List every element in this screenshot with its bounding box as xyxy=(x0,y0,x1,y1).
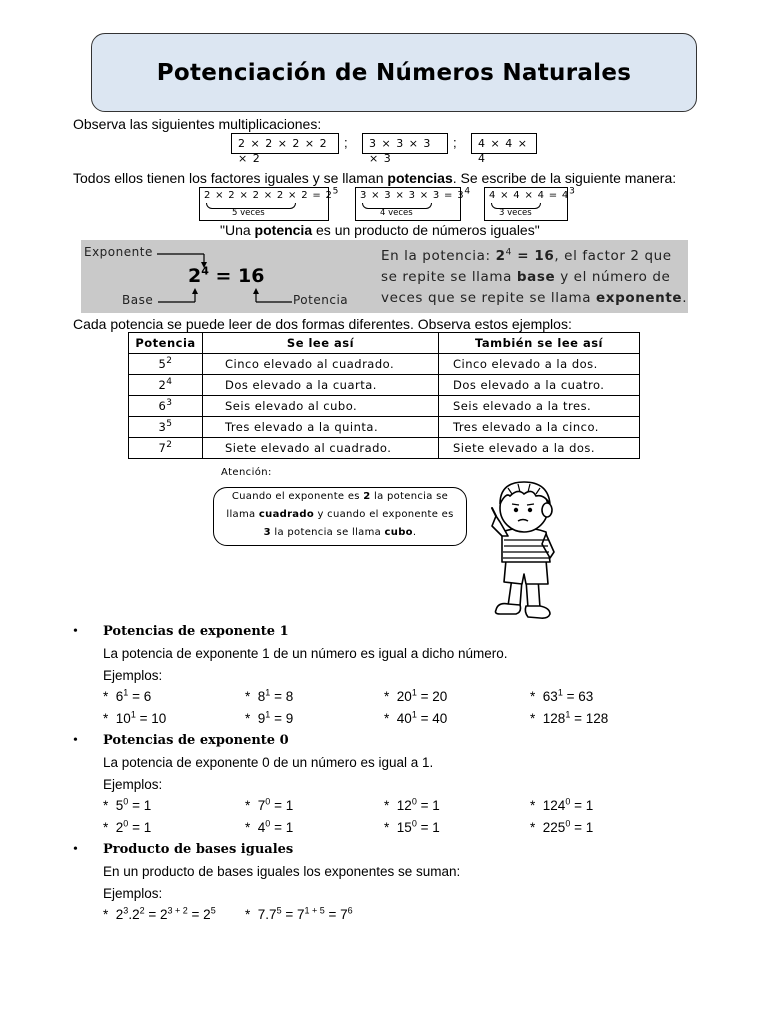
ex-part: 7.7 xyxy=(257,907,277,922)
ex-part: = 2 xyxy=(187,907,211,922)
ex-result: = 1 xyxy=(416,798,440,813)
ex-exp: 0 xyxy=(565,818,571,829)
bubble-l1-pre: Cuando el exponente es xyxy=(231,491,364,502)
explain-l2-post: y el número de xyxy=(555,269,671,285)
ex-exp: 0 xyxy=(411,818,417,829)
ex-exp: 3 xyxy=(123,905,129,916)
formula-1-exp: 5 xyxy=(332,186,340,197)
explain-l3-post: . xyxy=(682,290,688,306)
atencion-label: Atención: xyxy=(221,467,272,478)
explain-line-2 xyxy=(381,267,687,288)
table-header-row xyxy=(129,333,640,354)
bubble-l3-mid: la potencia se llama xyxy=(270,527,385,538)
mult-box-3: 4 × 4 × 4 xyxy=(471,133,537,154)
ex-base: 8 xyxy=(257,689,266,704)
table-cell: Cinco elevado al cuadrado. xyxy=(203,354,439,375)
ex-exp: 0 xyxy=(123,796,129,807)
formula-box-1 xyxy=(199,186,340,221)
bubble-l3-b2: cubo xyxy=(384,527,413,538)
ejemplos-label-3: Ejemplos: xyxy=(103,886,163,901)
explain-l1-exp: 4 xyxy=(505,247,512,258)
explain-l1-post: , el factor 2 que xyxy=(554,248,672,264)
ex-exp: 6 xyxy=(347,905,353,916)
explain-l2-pre: se repite se llama xyxy=(381,269,517,285)
title-box xyxy=(91,33,697,112)
ejemplos-label-2: Ejemplos: xyxy=(103,777,163,792)
ex-exp: 0 xyxy=(123,818,129,829)
bullet-2: • xyxy=(73,733,78,748)
star: * xyxy=(245,689,251,704)
cell-base: 2 xyxy=(158,378,167,392)
ex-exp: 1 xyxy=(557,687,563,698)
bubble-line-3 xyxy=(214,524,466,542)
explain-text xyxy=(381,246,687,309)
ex-result: = 1 xyxy=(128,798,152,813)
bubble-l1-b: 2 xyxy=(363,491,371,502)
ex-result: = 63 xyxy=(562,689,594,704)
bubble-line-2 xyxy=(214,506,466,524)
page-title: Potenciación de Números Naturales xyxy=(156,59,632,86)
table-cell-potencia xyxy=(129,417,203,438)
star: * xyxy=(103,907,109,922)
cell-base: 7 xyxy=(158,441,167,455)
formula-box-2 xyxy=(355,186,471,221)
mult-box-1: 2 × 2 × 2 × 2 × 2 xyxy=(231,133,339,154)
bubble-l2-post: y cuando el exponente es xyxy=(313,509,454,520)
table-row xyxy=(129,375,640,396)
bubble-line-1 xyxy=(214,488,466,506)
quote-pre: "Una xyxy=(220,222,255,238)
ex-part: = 7 xyxy=(281,907,305,922)
example-item xyxy=(384,689,447,704)
mult-box-2: 3 × 3 × 3 × 3 xyxy=(362,133,448,154)
explain-l2-b: base xyxy=(516,269,556,285)
example-item xyxy=(103,689,151,704)
semicolon-1: ; xyxy=(344,135,348,150)
cell-base: 5 xyxy=(158,357,167,371)
bullet-3: • xyxy=(73,842,78,857)
ex-result: = 128 xyxy=(570,711,609,726)
table-cell: Siete elevado al cuadrado. xyxy=(203,438,439,459)
example-item xyxy=(245,689,293,704)
explain-line-3 xyxy=(381,288,687,309)
formula-2-expr: 3 × 3 × 3 × 3 = 3 xyxy=(360,190,465,201)
observa-text: Observa las siguientes multiplicaciones: xyxy=(73,116,322,132)
star: * xyxy=(384,798,390,813)
ex-exp: 1 xyxy=(265,709,271,720)
table-cell-potencia xyxy=(129,438,203,459)
ex-base: 2 xyxy=(115,820,124,835)
ex-result: = 8 xyxy=(270,689,294,704)
ex-result: = 1 xyxy=(416,820,440,835)
section-desc-producto: En un producto de bases iguales los exponentes se suman: xyxy=(103,864,461,879)
formula-1 xyxy=(204,186,340,201)
ex-exp: 5 xyxy=(210,905,216,916)
example-item xyxy=(384,711,447,726)
ex-base: 6 xyxy=(115,689,124,704)
ex-base: 5 xyxy=(115,798,124,813)
star: * xyxy=(103,689,109,704)
ex-part: = 2 xyxy=(144,907,168,922)
section-title-producto: Producto de bases iguales xyxy=(103,842,294,857)
ex-result: = 40 xyxy=(416,711,448,726)
ex-part: = 7 xyxy=(324,907,348,922)
example-item xyxy=(245,711,293,726)
table-cell-potencia xyxy=(129,375,203,396)
example-item xyxy=(530,820,593,835)
potencia-label: Potencia xyxy=(293,293,349,307)
formula-2-exp: 4 xyxy=(464,186,471,197)
ex-exp: 1 + 5 xyxy=(304,905,325,916)
ex-exp: 1 xyxy=(411,709,417,720)
table-cell: Seis elevado a la tres. xyxy=(439,396,640,417)
star: * xyxy=(103,711,109,726)
lectura-table xyxy=(128,332,640,459)
star: * xyxy=(530,820,536,835)
ex-exp: 0 xyxy=(411,796,417,807)
formula-3-label: 3 veces xyxy=(499,208,532,218)
star: * xyxy=(530,689,536,704)
semicolon-2: ; xyxy=(453,135,457,150)
formula-box-3 xyxy=(484,186,576,221)
ex-result: = 9 xyxy=(270,711,294,726)
ex-exp: 1 xyxy=(123,687,129,698)
ex-part: 2 xyxy=(115,907,124,922)
star: * xyxy=(103,798,109,813)
diagram-result: = 16 xyxy=(215,265,265,287)
ex-base: 12 xyxy=(396,798,412,813)
formula-3-expr: 4 × 4 × 4 = 4 xyxy=(489,190,570,201)
table-cell: Siete elevado a la dos. xyxy=(439,438,640,459)
example-item xyxy=(103,907,216,922)
quote-bold: potencia xyxy=(254,222,313,238)
todos-text xyxy=(73,170,676,186)
table-cell: Dos elevado a la cuatro. xyxy=(439,375,640,396)
section-desc-exp1: La potencia de exponente 1 de un número es igual a dicho número. xyxy=(103,646,508,661)
explain-line-1 xyxy=(381,246,687,267)
table-row xyxy=(129,417,640,438)
ex-result: = 20 xyxy=(416,689,448,704)
ex-base: 124 xyxy=(542,798,566,813)
star: * xyxy=(245,820,251,835)
base-label: Base xyxy=(122,293,154,307)
cell-base: 3 xyxy=(158,420,167,434)
ejemplos-label-1: Ejemplos: xyxy=(103,668,163,683)
table-cell-potencia xyxy=(129,396,203,417)
example-item xyxy=(384,820,440,835)
ex-base: 4 xyxy=(257,820,266,835)
star: * xyxy=(245,798,251,813)
cell-exp: 5 xyxy=(166,419,173,430)
quote-text xyxy=(220,222,540,238)
ex-result: = 10 xyxy=(135,711,167,726)
section-title-exp1: Potencias de exponente 1 xyxy=(103,624,289,639)
example-item xyxy=(530,711,608,726)
ex-exp: 1 xyxy=(411,687,417,698)
explain-l1-b2: = 16 xyxy=(511,248,555,264)
bubble-l2-pre: llama xyxy=(226,509,259,520)
table-cell: Tres elevado a la cinco. xyxy=(439,417,640,438)
table-cell: Tres elevado a la quinta. xyxy=(203,417,439,438)
ex-base: 7 xyxy=(257,798,266,813)
cell-exp: 4 xyxy=(166,377,173,388)
table-row xyxy=(129,438,640,459)
cell-exp: 2 xyxy=(166,356,173,367)
table-header: También se lee así xyxy=(439,333,640,354)
ex-base: 225 xyxy=(542,820,566,835)
star: * xyxy=(103,820,109,835)
table-row xyxy=(129,396,640,417)
speech-bubble xyxy=(213,487,467,546)
ex-base: 40 xyxy=(396,711,412,726)
formula-1-expr: 2 × 2 × 2 × 2 × 2 = 2 xyxy=(204,190,333,201)
ex-exp: 0 xyxy=(565,796,571,807)
example-item xyxy=(103,711,166,726)
ex-exp: 1 xyxy=(130,709,136,720)
ex-result: = 1 xyxy=(128,820,152,835)
example-item xyxy=(530,798,593,813)
bubble-l3-post: . xyxy=(412,527,417,538)
quote-post: es un producto de números iguales" xyxy=(312,222,540,238)
ex-exp: 0 xyxy=(265,818,271,829)
section-desc-exp0: La potencia de exponente 0 de un número es igual a 1. xyxy=(103,755,434,770)
star: * xyxy=(245,711,251,726)
table-cell-potencia xyxy=(129,354,203,375)
bullet-1: • xyxy=(73,624,78,639)
formula-2 xyxy=(360,186,471,201)
ex-base: 20 xyxy=(396,689,412,704)
example-item xyxy=(245,798,293,813)
ex-base: 10 xyxy=(115,711,131,726)
example-item xyxy=(530,689,593,704)
explain-l3-pre: veces que se repite se llama xyxy=(381,290,596,306)
star: * xyxy=(384,711,390,726)
ex-base: 128 xyxy=(542,711,566,726)
star: * xyxy=(384,820,390,835)
formula-3-exp: 3 xyxy=(569,186,576,197)
diagram-base: 2 xyxy=(188,265,202,287)
table-cell: Dos elevado a la cuarta. xyxy=(203,375,439,396)
exponente-label: Exponente xyxy=(84,245,153,259)
potencia-diagram xyxy=(81,240,688,313)
formula-3 xyxy=(489,186,576,201)
star: * xyxy=(530,798,536,813)
ex-base: 63 xyxy=(542,689,558,704)
todos-post: . Se escribe de la siguiente manera: xyxy=(452,170,677,186)
ex-result: = 6 xyxy=(128,689,152,704)
star: * xyxy=(384,689,390,704)
ex-base: 15 xyxy=(396,820,412,835)
ex-exp: 0 xyxy=(265,796,271,807)
example-item xyxy=(384,798,440,813)
cell-exp: 3 xyxy=(166,398,173,409)
ex-exp: 3 + 2 xyxy=(167,905,188,916)
explain-l3-b: exponente xyxy=(596,290,683,306)
bubble-l2-b: cuadrado xyxy=(258,509,314,520)
todos-pre: Todos ellos tienen los factores iguales y se llaman xyxy=(73,170,388,186)
table-header: Se lee así xyxy=(203,333,439,354)
ex-base: 9 xyxy=(257,711,266,726)
cell-base: 6 xyxy=(158,399,167,413)
ex-exp: 5 xyxy=(276,905,282,916)
explain-l1-b: 2 xyxy=(495,248,506,264)
example-item xyxy=(245,907,353,922)
star: * xyxy=(530,711,536,726)
cada-text: Cada potencia se puede leer de dos formas diferentes. Observa estos ejemplos: xyxy=(73,316,572,332)
section-title-exp0: Potencias de exponente 0 xyxy=(103,733,289,748)
table-row xyxy=(129,354,640,375)
formula-1-label: 5 veces xyxy=(232,208,265,218)
table-header: Potencia xyxy=(129,333,203,354)
cell-exp: 2 xyxy=(166,440,173,451)
table-cell: Seis elevado al cubo. xyxy=(203,396,439,417)
ex-exp: 1 xyxy=(265,687,271,698)
example-item xyxy=(245,820,293,835)
explain-l1-pre: En la potencia: xyxy=(381,248,496,264)
bubble-l3-b: 3 xyxy=(263,527,271,538)
star: * xyxy=(245,907,251,922)
potencia-example xyxy=(188,265,265,287)
todos-bold: potencias xyxy=(387,170,453,186)
ex-exp: 1 xyxy=(565,709,571,720)
ex-result: = 1 xyxy=(270,820,294,835)
ex-result: = 1 xyxy=(570,798,594,813)
formula-2-label: 4 veces xyxy=(380,208,413,218)
boy-illustration xyxy=(462,474,572,626)
ex-part: .2 xyxy=(128,907,140,922)
ex-result: = 1 xyxy=(570,820,594,835)
bubble-l1-post: la potencia se xyxy=(370,491,449,502)
example-item xyxy=(103,820,151,835)
diagram-exp: 4 xyxy=(201,264,209,278)
ex-result: = 1 xyxy=(270,798,294,813)
table-cell: Cinco elevado a la dos. xyxy=(439,354,640,375)
example-item xyxy=(103,798,151,813)
ex-exp: 2 xyxy=(139,905,145,916)
